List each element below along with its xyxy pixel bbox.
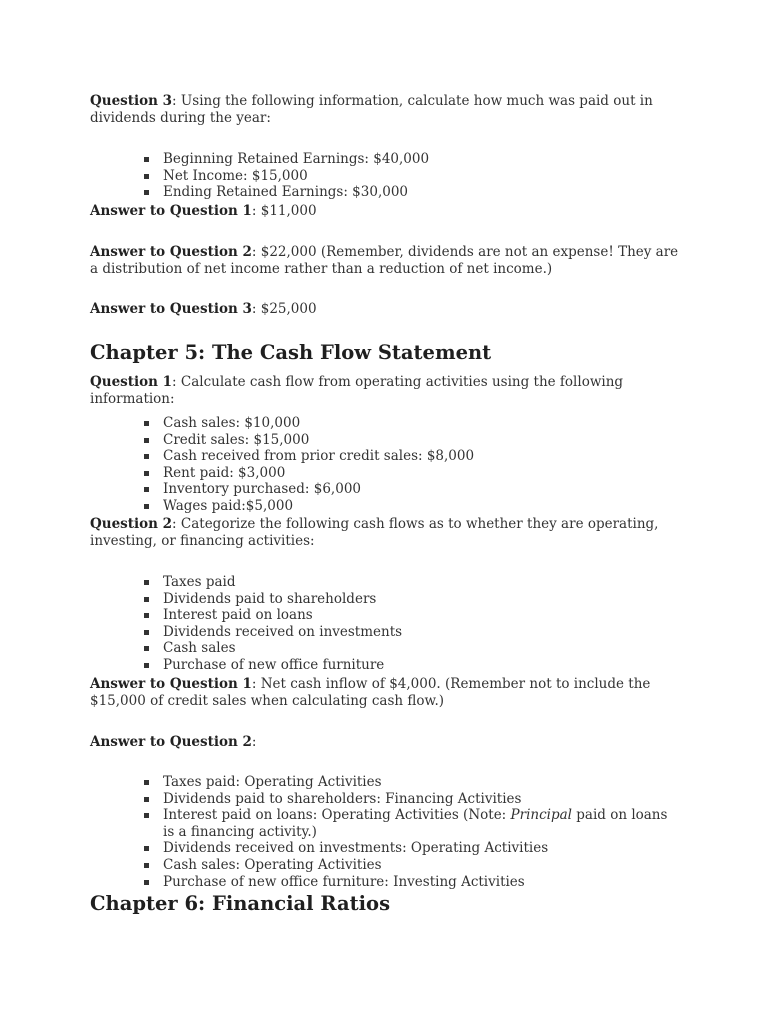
list-item: Dividends paid to shareholders <box>142 591 682 608</box>
ch5-a2-list <box>142 774 682 890</box>
chapter-5-heading: Chapter 5: The Cash Flow Statement <box>90 341 492 364</box>
ch5-answer-1: Answer to Question 1: Net cash inflow of $4,000. (Remember not to include the $15,000 of credit sales when calculating cash flow.) <box>90 676 651 709</box>
answer-3: Answer to Question 3: $25,000 <box>90 301 317 317</box>
list-item: Beginning Retained Earnings: $40,000 <box>142 151 682 168</box>
list-item: Dividends paid to shareholders: Financing Activities <box>142 791 682 808</box>
ch5-answer-2: Answer to Question 2: <box>90 734 257 750</box>
list-item: Wages paid:$5,000 <box>142 498 682 515</box>
ch5-q2-list <box>142 574 682 674</box>
list-item: Purchase of new office furniture <box>142 657 682 674</box>
list-item: Ending Retained Earnings: $30,000 <box>142 184 682 201</box>
answer-2: Answer to Question 2: $22,000 (Remember, dividends are not an expense! They are a distribution of net income rather than a reduction of net income.) <box>90 244 679 277</box>
list-item: Taxes paid: Operating Activities <box>142 774 682 791</box>
list-item: Credit sales: $15,000 <box>142 432 682 449</box>
question-3-text: Question 3: Using the following information, calculate how much was paid out in dividends during the year: <box>90 93 653 126</box>
list-item: Dividends received on investments <box>142 624 682 641</box>
q3-info-list <box>142 151 682 201</box>
ch5-question-2: Question 2: Categorize the following cash flows as to whether they are operating, investing, or financing activities: <box>90 516 659 549</box>
ch5-question-1: Question 1: Calculate cash flow from operating activities using the following information: <box>90 374 624 407</box>
list-item: Taxes paid <box>142 574 682 591</box>
ch5-q1-list <box>142 415 682 515</box>
list-item: Cash received from prior credit sales: $8,000 <box>142 448 682 465</box>
answer-1: Answer to Question 1: $11,000 <box>90 203 317 219</box>
list-item: Inventory purchased: $6,000 <box>142 481 682 498</box>
chapter-6-heading: Chapter 6: Financial Ratios <box>90 892 391 915</box>
list-item: Interest paid on loans: Operating Activities (Note: Principal paid on loans is a financing activity.) <box>142 807 682 840</box>
list-item: Dividends received on investments: Operating Activities <box>142 840 682 857</box>
question-label: Question 3 <box>90 93 173 109</box>
list-item: Cash sales <box>142 640 682 657</box>
list-item: Purchase of new office furniture: Investing Activities <box>142 874 682 891</box>
list-item: Net Income: $15,000 <box>142 168 682 185</box>
list-item: Interest paid on loans <box>142 607 682 624</box>
list-item: Rent paid: $3,000 <box>142 465 682 482</box>
list-item: Cash sales: $10,000 <box>142 415 682 432</box>
list-item: Cash sales: Operating Activities <box>142 857 682 874</box>
